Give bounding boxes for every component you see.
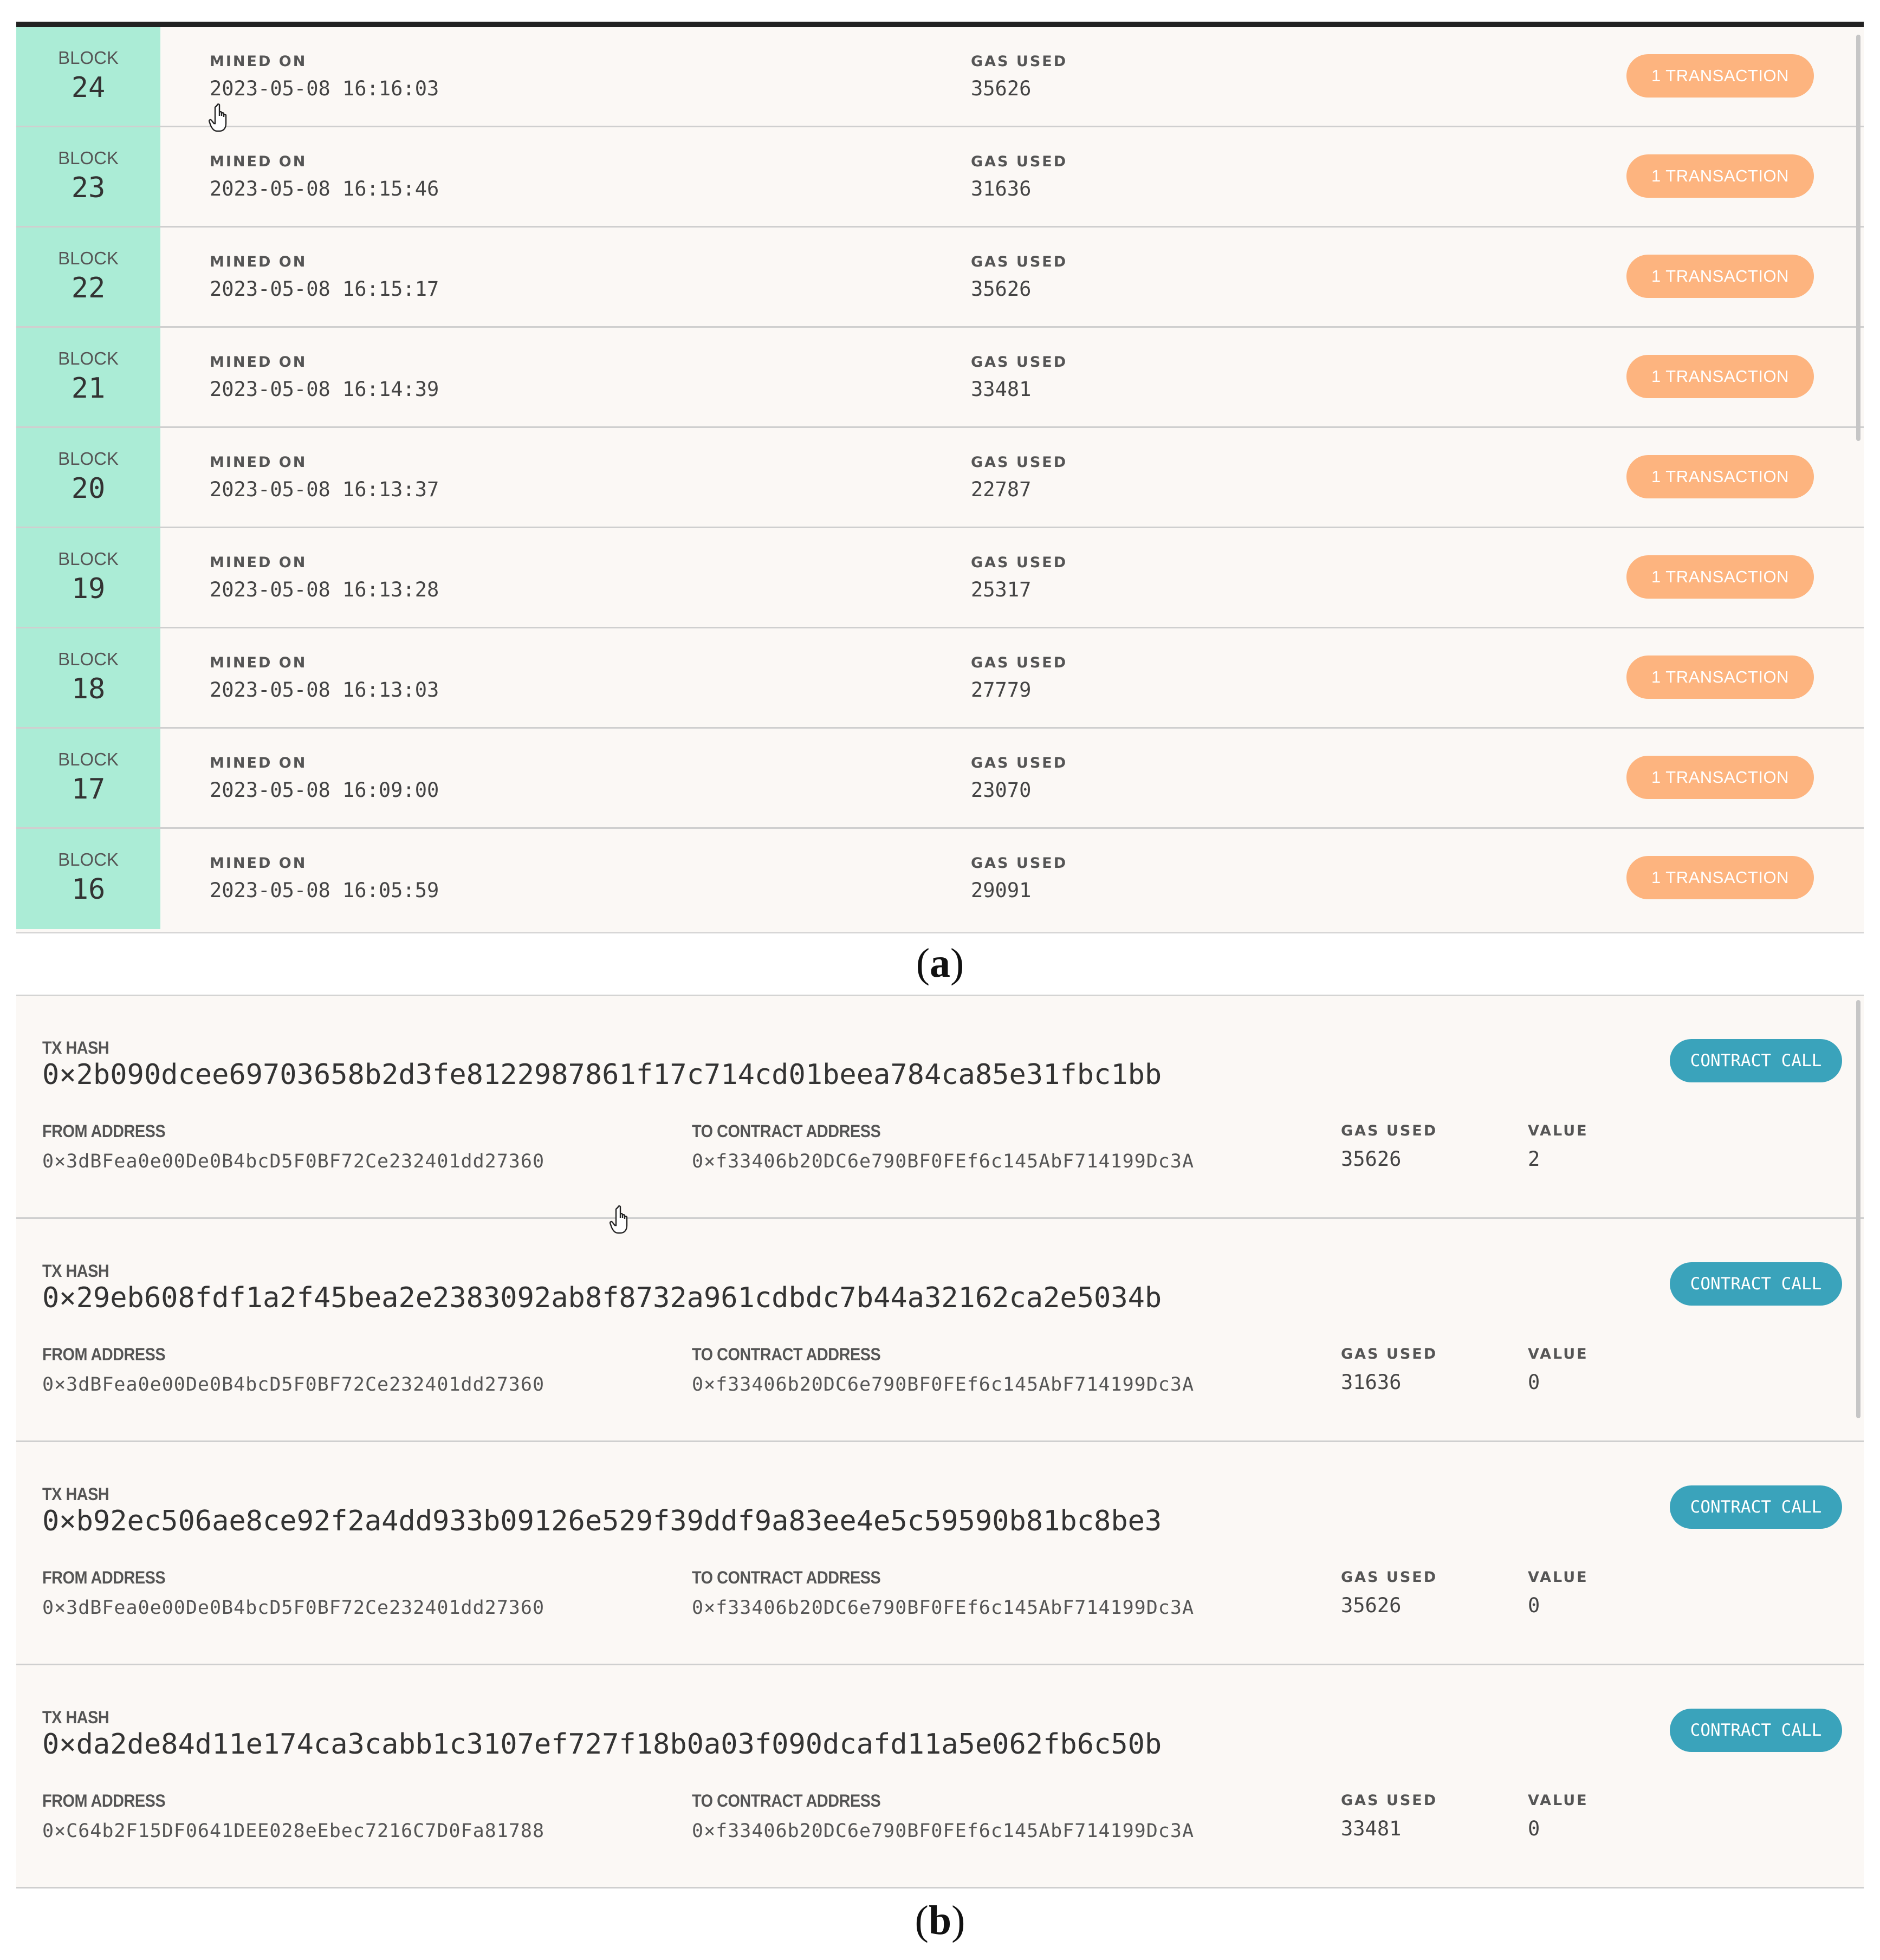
block-number: 23 (71, 172, 106, 204)
block-number-cell (16, 729, 160, 827)
mined-on-label: MINED ON (210, 153, 307, 170)
transaction-count-button[interactable]: 1 TRANSACTION (1626, 54, 1814, 98)
from-address-value: 0×3dBFea0e00De0B4bcD5F0BF72Ce232401dd27360 (42, 1597, 545, 1619)
tx-hash-value: 0×2b090dcee69703658b2d3fe8122987861f17c714cd01beea784ca85e31fbc1bb (42, 1059, 1162, 1091)
block-label: BLOCK (58, 849, 119, 869)
from-address-label: FROM ADDRESS (42, 1568, 166, 1587)
hand-pointer-cursor-icon (209, 103, 235, 135)
mined-on-value: 2023-05-08 16:15:46 (210, 177, 439, 200)
block-label: BLOCK (58, 348, 119, 368)
value-amount: 0 (1528, 1371, 1540, 1394)
value-amount: 0 (1528, 1594, 1540, 1617)
gas-used-label: GAS USED (971, 53, 1068, 70)
gas-used-value: 31636 (1341, 1371, 1402, 1394)
gas-used-value: 35626 (1341, 1594, 1402, 1617)
tx-hash-label: TX HASH (42, 1261, 109, 1281)
contract-call-button[interactable]: CONTRACT CALL (1670, 1485, 1842, 1529)
mined-on-label: MINED ON (210, 654, 307, 671)
block-number-cell (16, 127, 160, 226)
block-label: BLOCK (58, 449, 119, 469)
gas-used-label: GAS USED (1341, 1346, 1438, 1362)
caption-b (0, 1897, 1880, 1944)
from-address-value: 0×3dBFea0e00De0B4bcD5F0BF72Ce232401dd27360 (42, 1151, 545, 1172)
transaction-row[interactable] (16, 1442, 1864, 1665)
block-row[interactable] (16, 127, 1864, 228)
transaction-count-button[interactable]: 1 TRANSACTION (1626, 355, 1814, 398)
to-contract-address-label: TO CONTRACT ADDRESS (692, 1121, 881, 1141)
gas-used-label: GAS USED (971, 354, 1068, 371)
tx-hash-value: 0×b92ec506ae8ce92f2a4dd933b09126e529f39ddf9a83ee4e5c59590b81bc8be3 (42, 1505, 1162, 1537)
transaction-count-button[interactable]: 1 TRANSACTION (1626, 455, 1814, 498)
mined-on-value: 2023-05-08 16:13:37 (210, 478, 439, 501)
scrollbar[interactable] (1854, 35, 1863, 441)
transaction-count-button[interactable]: 1 TRANSACTION (1626, 154, 1814, 198)
caption-open-paren: ( (915, 1898, 929, 1943)
gas-used-value: 22787 (971, 478, 1032, 501)
block-number: 16 (71, 873, 106, 906)
caption-open-paren: ( (916, 940, 930, 986)
blocks-list-panel (16, 22, 1864, 933)
block-label: BLOCK (58, 48, 119, 68)
block-number: 22 (71, 272, 106, 304)
block-row[interactable] (16, 328, 1864, 428)
gas-used-label: GAS USED (1341, 1122, 1438, 1139)
gas-used-label: GAS USED (971, 755, 1068, 771)
gas-used-label: GAS USED (971, 454, 1068, 471)
block-number: 18 (71, 673, 106, 705)
block-number-cell (16, 228, 160, 326)
block-row[interactable] (16, 228, 1864, 328)
to-contract-address-value: 0×f33406b20DC6e790BF0FEf6c145AbF714199Dc3A (692, 1597, 1195, 1619)
block-row[interactable] (16, 428, 1864, 528)
block-row[interactable] (16, 27, 1864, 127)
block-row[interactable] (16, 628, 1864, 729)
block-number-cell (16, 328, 160, 426)
gas-used-label: GAS USED (971, 654, 1068, 671)
mined-on-label: MINED ON (210, 855, 307, 872)
from-address-label: FROM ADDRESS (42, 1791, 166, 1810)
gas-used-value: 33481 (1341, 1817, 1402, 1840)
caption-letter: b (928, 1898, 952, 1943)
transaction-row[interactable] (16, 996, 1864, 1219)
scrollbar-thumb[interactable] (1856, 1000, 1860, 1418)
tx-hash-value: 0×29eb608fdf1a2f45bea2e2383092ab8f8732a961cdbdc7b44a32162ca2e5034b (42, 1282, 1162, 1314)
block-number-cell (16, 628, 160, 727)
mined-on-value: 2023-05-08 16:13:03 (210, 678, 439, 702)
gas-used-label: GAS USED (971, 254, 1068, 270)
gas-used-value: 35626 (971, 277, 1032, 301)
gas-used-value: 29091 (971, 879, 1032, 902)
contract-call-button[interactable]: CONTRACT CALL (1670, 1262, 1842, 1306)
block-label: BLOCK (58, 749, 119, 769)
block-number: 21 (71, 372, 106, 405)
caption-letter: a (930, 940, 950, 986)
block-row[interactable] (16, 528, 1864, 628)
to-contract-address-value: 0×f33406b20DC6e790BF0FEf6c145AbF714199Dc3A (692, 1151, 1195, 1172)
from-address-value: 0×C64b2F15DF0641DEE028eEbec7216C7D0Fa81788 (42, 1820, 545, 1842)
caption-a (0, 940, 1880, 987)
gas-used-value: 25317 (971, 578, 1032, 601)
mined-on-value: 2023-05-08 16:15:17 (210, 277, 439, 301)
block-number-cell (16, 27, 160, 126)
value-amount: 2 (1528, 1147, 1540, 1171)
caption-close-paren: ) (950, 940, 964, 986)
to-contract-address-value: 0×f33406b20DC6e790BF0FEf6c145AbF714199Dc3A (692, 1820, 1195, 1842)
gas-used-value: 23070 (971, 778, 1032, 802)
transaction-count-button[interactable]: 1 TRANSACTION (1626, 255, 1814, 298)
mined-on-label: MINED ON (210, 53, 307, 70)
gas-used-value: 35626 (971, 77, 1032, 100)
transaction-row[interactable] (16, 1665, 1864, 1888)
gas-used-label: GAS USED (971, 855, 1068, 872)
gas-used-label: GAS USED (1341, 1569, 1438, 1586)
block-number: 17 (71, 773, 106, 806)
mined-on-label: MINED ON (210, 354, 307, 371)
to-contract-address-label: TO CONTRACT ADDRESS (692, 1345, 881, 1364)
tx-hash-value: 0×da2de84d11e174ca3cabb1c3107ef727f18b0a03f090dcafd11a5e062fb6c50b (42, 1728, 1162, 1761)
mined-on-label: MINED ON (210, 755, 307, 771)
mined-on-value: 2023-05-08 16:09:00 (210, 778, 439, 802)
gas-used-value: 35626 (1341, 1147, 1402, 1171)
from-address-label: FROM ADDRESS (42, 1345, 166, 1364)
mined-on-label: MINED ON (210, 454, 307, 471)
mined-on-value: 2023-05-08 16:16:03 (210, 77, 439, 100)
hand-pointer-cursor-icon (610, 1205, 636, 1237)
block-row[interactable] (16, 729, 1864, 829)
value-label: VALUE (1528, 1569, 1589, 1586)
gas-used-value: 27779 (971, 678, 1032, 702)
value-label: VALUE (1528, 1792, 1589, 1809)
mined-on-label: MINED ON (210, 254, 307, 270)
transaction-count-button[interactable]: 1 TRANSACTION (1626, 856, 1814, 899)
transaction-count-button[interactable]: 1 TRANSACTION (1626, 756, 1814, 799)
block-label: BLOCK (58, 549, 119, 569)
from-address-value: 0×3dBFea0e00De0B4bcD5F0BF72Ce232401dd27360 (42, 1374, 545, 1396)
mined-on-value: 2023-05-08 16:14:39 (210, 378, 439, 401)
block-row[interactable] (16, 829, 1864, 929)
to-contract-address-label: TO CONTRACT ADDRESS (692, 1791, 881, 1810)
mined-on-label: MINED ON (210, 554, 307, 571)
to-contract-address-value: 0×f33406b20DC6e790BF0FEf6c145AbF714199Dc3A (692, 1374, 1195, 1396)
to-contract-address-label: TO CONTRACT ADDRESS (692, 1568, 881, 1587)
scrollbar-thumb[interactable] (1856, 35, 1860, 441)
mined-on-value: 2023-05-08 16:05:59 (210, 879, 439, 902)
transaction-row[interactable] (16, 1219, 1864, 1442)
block-number: 19 (71, 573, 106, 605)
block-label: BLOCK (58, 248, 119, 268)
value-label: VALUE (1528, 1346, 1589, 1362)
transaction-count-button[interactable]: 1 TRANSACTION (1626, 656, 1814, 699)
value-amount: 0 (1528, 1817, 1540, 1840)
tx-hash-label: TX HASH (42, 1038, 109, 1057)
gas-used-label: GAS USED (971, 153, 1068, 170)
block-label: BLOCK (58, 148, 119, 168)
block-number: 24 (71, 72, 106, 104)
tx-hash-label: TX HASH (42, 1708, 109, 1727)
gas-used-label: GAS USED (1341, 1792, 1438, 1809)
transaction-count-button[interactable]: 1 TRANSACTION (1626, 555, 1814, 599)
mined-on-value: 2023-05-08 16:13:28 (210, 578, 439, 601)
value-label: VALUE (1528, 1122, 1589, 1139)
caption-close-paren: ) (951, 1898, 965, 1943)
block-number: 20 (71, 472, 106, 505)
gas-used-label: GAS USED (971, 554, 1068, 571)
block-number-cell (16, 829, 160, 929)
gas-used-value: 33481 (971, 378, 1032, 401)
block-label: BLOCK (58, 649, 119, 669)
block-number-cell (16, 528, 160, 627)
block-number-cell (16, 428, 160, 527)
from-address-label: FROM ADDRESS (42, 1121, 166, 1141)
contract-call-button[interactable]: CONTRACT CALL (1670, 1709, 1842, 1752)
tx-hash-label: TX HASH (42, 1484, 109, 1504)
contract-call-button[interactable]: CONTRACT CALL (1670, 1039, 1842, 1082)
gas-used-value: 31636 (971, 177, 1032, 200)
transactions-list-panel (16, 995, 1864, 1888)
